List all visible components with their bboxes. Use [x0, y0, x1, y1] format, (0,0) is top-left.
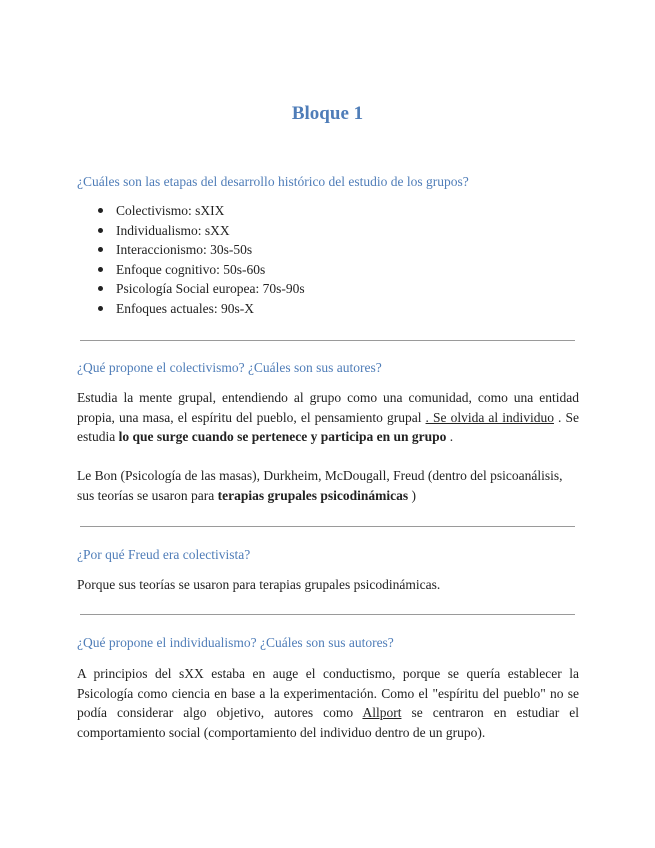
question-colectivismo: ¿Qué propone el colectivismo? ¿Cuáles son sus autores?	[77, 360, 382, 375]
list-item	[98, 299, 305, 319]
list-item-text: Enfoques actuales: 90s-X	[116, 300, 254, 316]
underlined-text: . Se olvida al individuo	[425, 409, 554, 425]
text-run: se centraron en estudiar el comportamiento social (comportamiento del individuo dentro de un grupo).	[77, 705, 579, 740]
section-divider	[80, 340, 575, 341]
list-item-text: Psicología Social europea: 70s-90s	[116, 281, 305, 296]
text-run: . Se estudia	[77, 409, 579, 444]
question-etapas: ¿Cuáles son las etapas del desarrollo histórico del estudio de los grupos?	[77, 174, 469, 189]
list-item	[98, 221, 305, 241]
text-run: Le Bon (Psicología de las masas), Durkheim, McDougall, Freud (dentro del psicoanálisis, sus teorías se usaron para	[77, 468, 563, 503]
text-run: Estudia la mente grupal, entendiendo al grupo como una comunidad, como una entidad propia, una masa, el espíritu del pueblo, el pensamiento grupal	[77, 390, 579, 425]
bullet-icon	[98, 306, 103, 311]
list-item-text: Enfoque cognitivo: 50s-60s	[116, 261, 266, 277]
autores-colectivismo-paragraph	[77, 466, 579, 505]
page-title: Bloque 1	[291, 103, 364, 124]
section-divider	[80, 614, 575, 615]
underlined-text: Allport	[362, 705, 402, 720]
question-freud: ¿Por qué Freud era colectivista?	[77, 547, 251, 562]
list-item-text: Interaccionismo: 30s-50s	[116, 242, 253, 257]
individualismo-paragraph	[77, 664, 579, 742]
text-run: )	[408, 487, 416, 503]
section-divider	[80, 526, 575, 527]
list-item	[98, 240, 305, 260]
bold-text: terapias grupales psicodinámicas	[217, 487, 409, 503]
question-individualismo: ¿Qué propone el individualismo? ¿Cuáles son sus autores?	[77, 635, 394, 650]
bold-text: lo que surge cuando se pertenece y participa en un grupo	[118, 429, 447, 444]
list-item	[98, 201, 305, 221]
colectivismo-paragraph	[77, 388, 579, 447]
list-item-text: Colectivismo: sXIX	[116, 203, 225, 218]
list-item	[98, 260, 305, 280]
etapas-list	[98, 201, 305, 318]
list-item-text: Individualismo: sXX	[116, 222, 230, 238]
bullet-icon	[98, 247, 103, 252]
bullet-icon	[98, 208, 103, 213]
bullet-icon	[98, 228, 103, 233]
freud-answer: Porque sus teorías se usaron para terapias grupales psicodinámicas.	[77, 577, 441, 592]
text-run: A principios del sXX estaba en auge el conductismo, porque se quería establecer la Psicología como ciencia en base a la experimentación. Como el "espíritu del pueblo" no se podía considerar algo objetivo, autores como	[77, 666, 579, 720]
bullet-icon	[98, 267, 103, 272]
text-run: .	[446, 429, 454, 444]
list-item	[98, 279, 305, 299]
bullet-icon	[98, 286, 103, 291]
